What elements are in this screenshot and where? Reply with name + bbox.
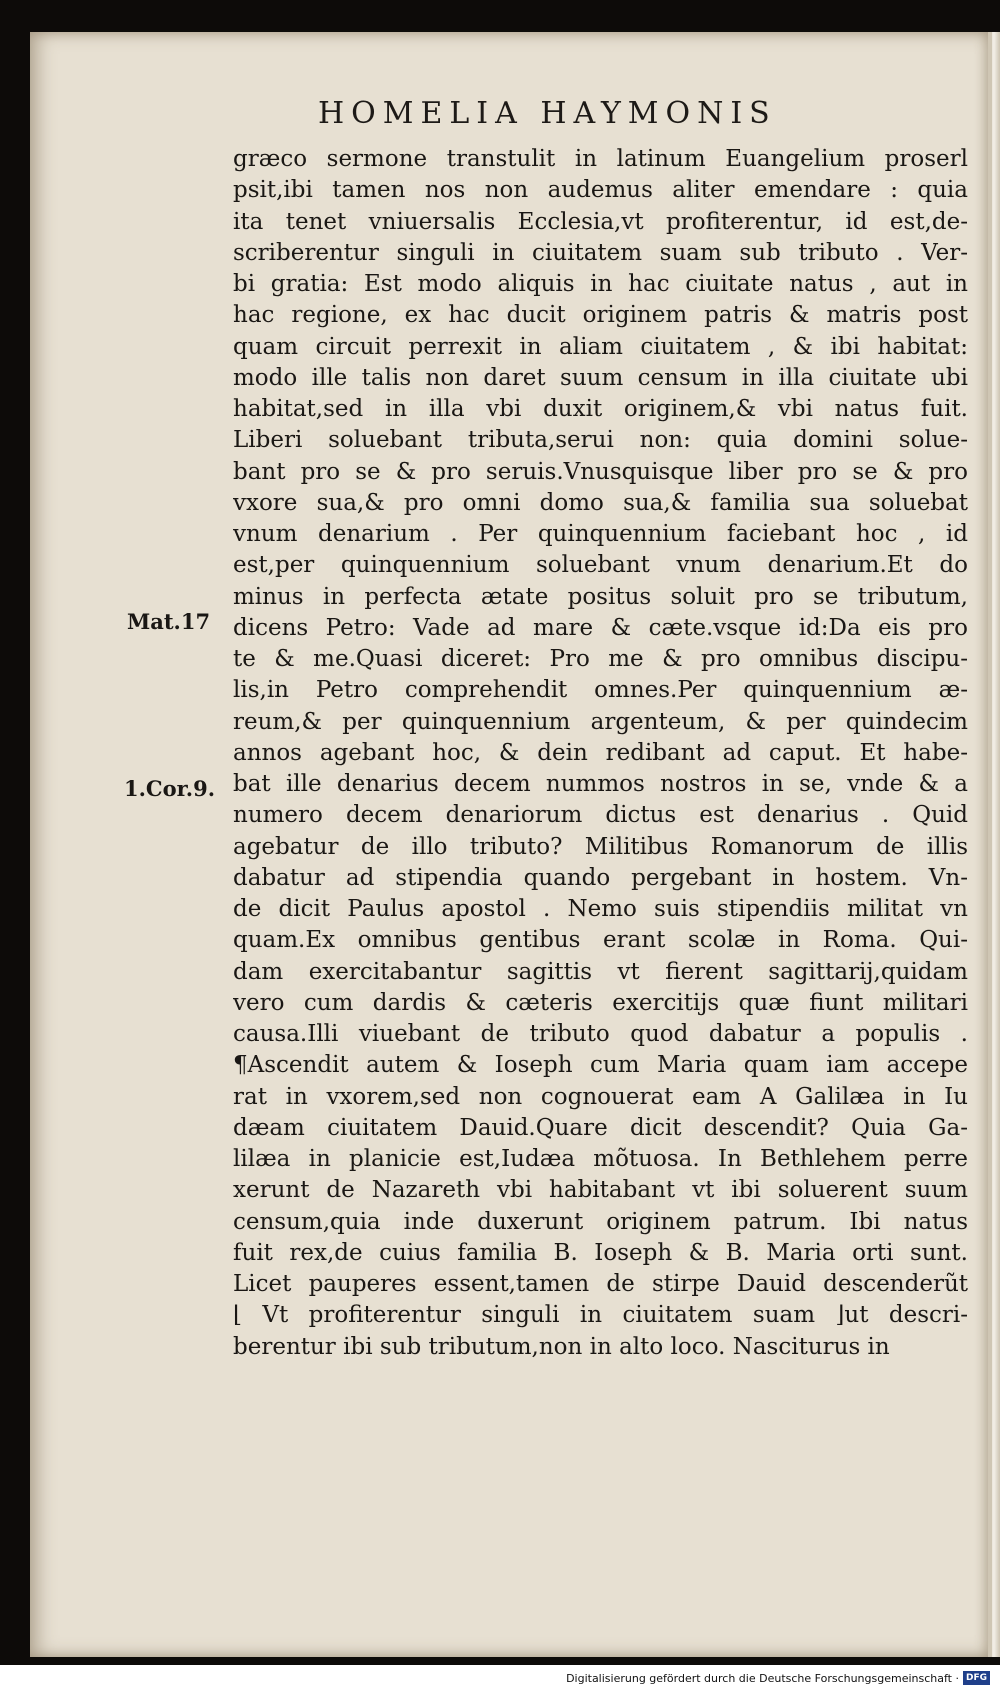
- text-line: hac regione, ex hac ducit originem patris & matris post: [233, 302, 968, 329]
- margin-note-mat: Mat.17: [127, 609, 211, 634]
- text-line: dam exercitabantur sagittis vt fierent sagittarij,quidam: [233, 958, 968, 985]
- footer-credit: [566, 1671, 990, 1685]
- body-text: [233, 144, 968, 1363]
- text-line: Liberi soluebant tributa,serui non: quia domini solue-: [233, 427, 968, 454]
- text-line: quam circuit perrexit in aliam ciuitatem , & ibi habitat:: [233, 333, 968, 360]
- text-line: numero decem denariorum dictus est denarius . Quid: [233, 802, 968, 829]
- text-line: annos agebant hoc, & dein redibant ad caput. Et habe-: [233, 739, 968, 766]
- text-line: vxore sua,& pro omni domo sua,& familia sua soluebat: [233, 489, 968, 516]
- margin-note-cor: 1.Cor.9.: [124, 776, 216, 801]
- text-line: ⌊ Vt profiterentur singuli in ciuitatem suam ⌋ut descri-: [233, 1302, 968, 1329]
- text-line: agebatur de illo tributo? Militibus Romanorum de illis: [233, 833, 968, 860]
- text-line: minus in perfecta ætate positus soluit pro se tributum,: [233, 583, 968, 610]
- text-line: ¶Ascendit autem & Ioseph cum Maria quam iam accepe: [233, 1052, 968, 1079]
- running-head: HOMELIA HAYMONIS: [318, 96, 777, 131]
- text-line: rat in vxorem,sed non cognouerat eam A Galilæa in Iu: [233, 1083, 968, 1110]
- text-line: vero cum dardis & cæteris exercitijs quæ fiunt militari: [233, 989, 968, 1016]
- text-line: græco sermone transtulit in latinum Euangelium proserl: [233, 146, 968, 172]
- text-line: dabatur ad stipendia quando pergebant in hostem. Vn-: [233, 864, 968, 891]
- text-line: reum,& per quinquennium argenteum, & per quindecim: [233, 708, 968, 735]
- text-line: xerunt de Nazareth vbi habitabant vt ibi soluerent suum: [233, 1177, 968, 1204]
- text-line: censum,quia inde duxerunt originem patrum. Ibi natus: [233, 1208, 968, 1235]
- text-line: fuit rex,de cuius familia B. Ioseph & B. Maria orti sunt.: [233, 1239, 968, 1266]
- text-line: scriberentur singuli in ciuitatem suam sub tributo . Ver-: [233, 239, 968, 266]
- text-line: bi gratia: Est modo aliquis in hac ciuitate natus , aut in: [233, 271, 968, 297]
- text-line: causa.Illi viuebant de tributo quod dabatur a populis .: [233, 1021, 968, 1047]
- text-line: est,per quinquennium soluebant vnum denarium.Et do: [233, 552, 968, 579]
- text-line: psit,ibi tamen nos non audemus aliter emendare : quia: [233, 177, 968, 204]
- text-line: bat ille denarius decem nummos nostros in se, vnde & a: [233, 771, 968, 797]
- text-line: dæam ciuitatem Dauid.Quare dicit descendit? Quia Ga-: [233, 1114, 968, 1141]
- text-line: berentur ibi sub tributum,non in alto loco. Nasciturus in: [233, 1333, 890, 1360]
- text-line: Licet pauperes essent,tamen de stirpe Dauid descenderũt: [233, 1271, 968, 1297]
- text-line: ita tenet vniuersalis Ecclesia,vt profiterentur, id est,de-: [233, 208, 968, 235]
- text-line: lilæa in planicie est,Iudæa mõtuosa. In Bethlehem perre: [233, 1146, 968, 1172]
- text-line: vnum denarium . Per quinquennium faciebant hoc , id: [233, 521, 968, 547]
- text-line: habitat,sed in illa vbi duxit originem,& vbi natus fuit.: [233, 396, 968, 422]
- text-line: de dicit Paulus apostol . Nemo suis stipendiis militat vn: [233, 896, 968, 922]
- text-line: dicens Petro: Vade ad mare & cæte.vsque id:Da eis pro: [233, 614, 968, 641]
- text-line: quam.Ex omnibus gentibus erant scolæ in Roma. Qui-: [233, 927, 968, 954]
- dfg-logo: DFG: [963, 1671, 990, 1685]
- text-line: te & me.Quasi diceret: Pro me & pro omnibus discipu-: [233, 646, 968, 672]
- text-line: modo ille talis non daret suum censum in illa ciuitate ubi: [233, 364, 968, 391]
- text-line: lis,in Petro comprehendit omnes.Per quinquennium æ-: [233, 677, 968, 704]
- text-line: bant pro se & pro seruis.Vnusquisque liber pro se & pro: [233, 458, 968, 485]
- footer-text: Digitalisierung gefördert durch die Deutsche Forschungsgemeinschaft ·: [566, 1671, 959, 1685]
